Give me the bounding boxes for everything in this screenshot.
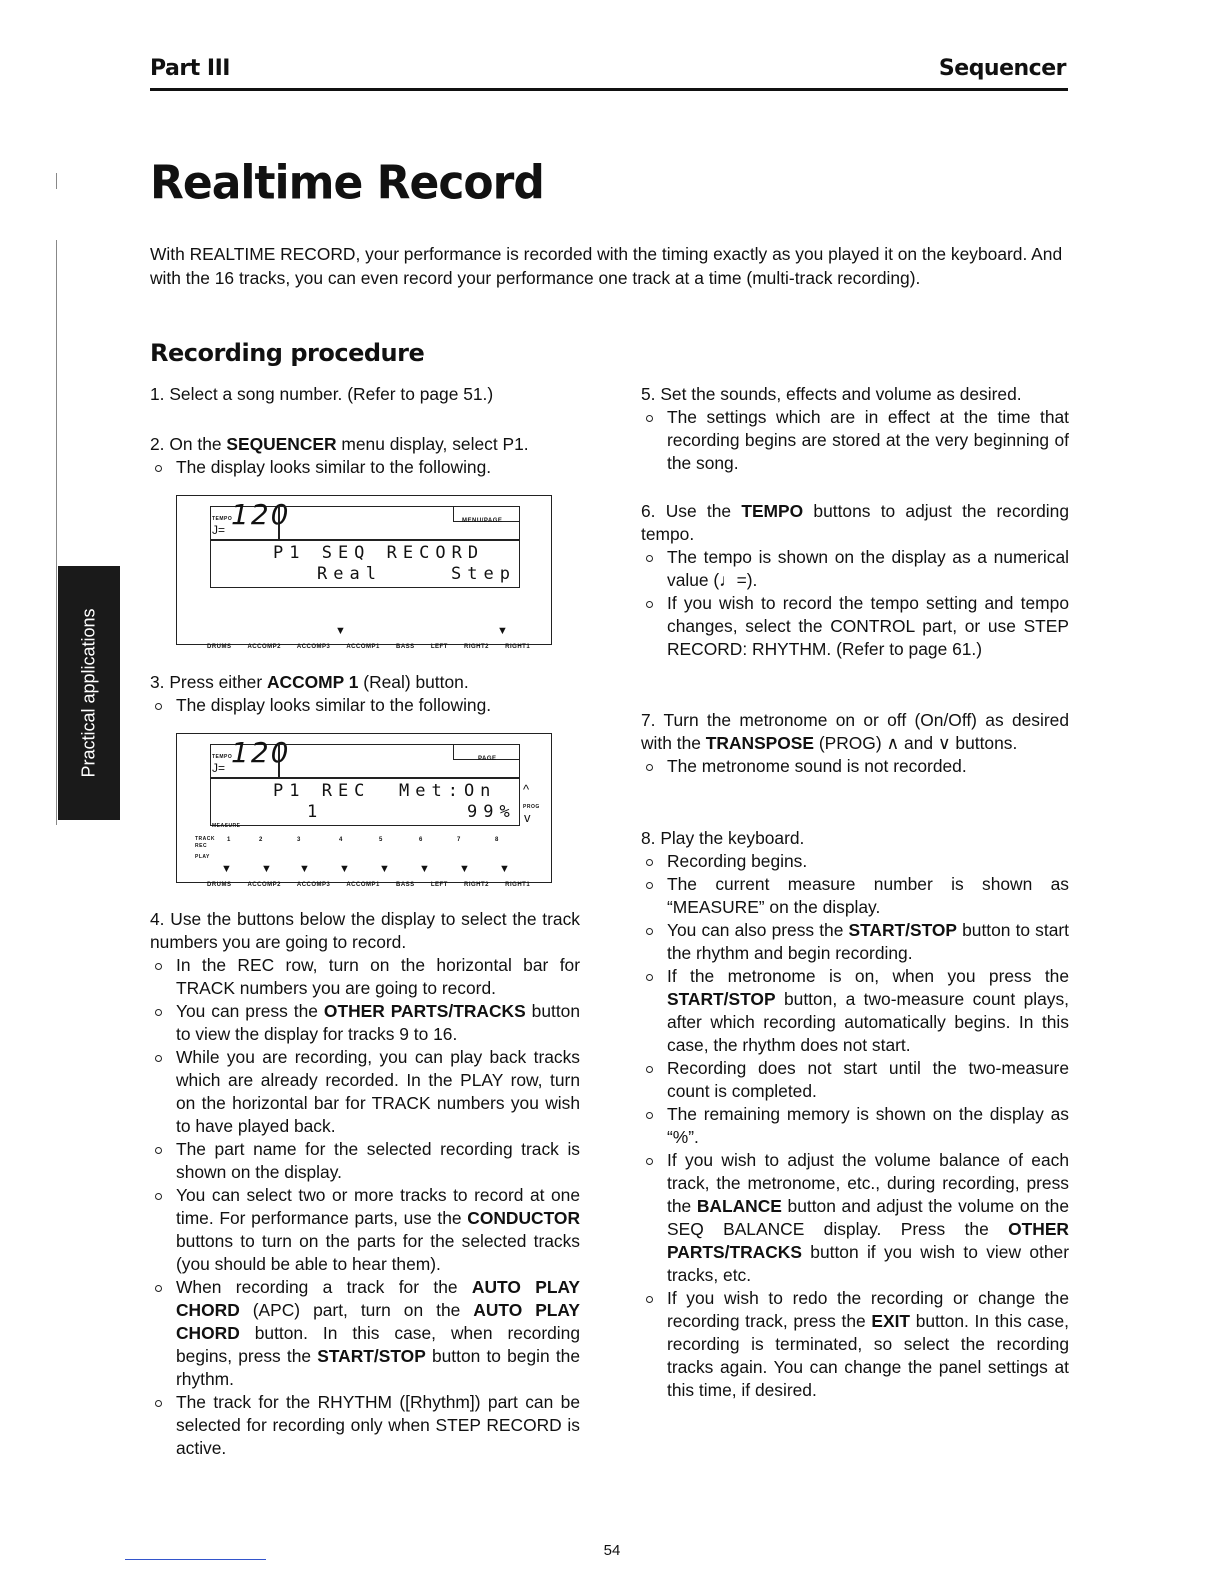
arrow-down-icon: ▼ xyxy=(335,625,346,637)
step-8: 8. Play the keyboard. Recording begins. The current measure number is shown as “MEASURE” on the display. You can also press the START/STOP button to start the rhythm and begin recording. If the metronome is on, when you press the START/STOP button, a two-measure count plays, after which recording automatically begins. In this case, the rhythm does not start. Recording does not start until the two-measure count is completed. The remaining memory is shown on the display as “%”. If you wish to adjust the volume balance of each track, the metronome, etc., during recording, press the BALANCE button and adjust the volume on the SEQ BALANCE display. Press the OTHER PARTS/TRACKS button if you wish to view other tracks, etc. If you wish to redo the recording or change the recording track, press the EXIT button. In this case, recording is terminated, so select the recording tracks again. You can change the panel settings at this time, if desired. xyxy=(641,828,1069,1400)
margin-line xyxy=(56,240,57,825)
tempo-box xyxy=(210,736,291,778)
arrow-down-icon: ▼ xyxy=(459,863,470,875)
screen-step: Step xyxy=(451,564,516,584)
tempo-note: J= xyxy=(212,523,226,537)
step-5: 5. Set the sounds, effects and volume as desired. The settings which are in effect at the time that recording begins are stored at the very beginning of the song. xyxy=(641,384,1069,473)
tempo-label: TEMPO xyxy=(212,754,233,760)
track-number: 7 xyxy=(457,837,461,843)
measure-label: MEASURE xyxy=(212,823,241,829)
tempo-value: 120 xyxy=(231,736,291,769)
arrow-down-icon: ▼ xyxy=(499,863,510,875)
header-chapter: Sequencer xyxy=(938,56,1066,81)
part-labels: DRUMS ACCOMP2 ACCOMP3 ACCOMP1 BASS LEFT RIGHT2 RIGHT1 xyxy=(207,644,531,650)
margin-line xyxy=(56,173,57,189)
step-1: 1. Select a song number. (Refer to page 51.) xyxy=(150,384,494,404)
page-number: 54 xyxy=(603,1542,621,1559)
arrow-down-icon: ▼ xyxy=(339,863,350,875)
page-label: PAGE xyxy=(478,756,497,762)
tempo-label: TEMPO xyxy=(212,516,233,522)
lcd-display-2 xyxy=(176,733,552,888)
screen-memory: 99% xyxy=(467,802,516,822)
play-label: PLAY xyxy=(195,854,210,860)
track-number: 3 xyxy=(297,837,301,843)
track-number: 4 xyxy=(339,837,343,843)
down-arrow-icon: v xyxy=(524,810,531,825)
arrow-down-icon: ▼ xyxy=(497,625,508,637)
header-rule xyxy=(150,88,1068,91)
up-arrow-icon: ^ xyxy=(523,782,530,797)
track-number: 1 xyxy=(227,837,231,843)
rec-label: REC xyxy=(195,843,208,849)
arrow-down-icon: ▼ xyxy=(261,863,272,875)
main-screen xyxy=(210,778,520,829)
footer-rule xyxy=(125,1559,266,1560)
tempo-box xyxy=(210,498,291,540)
step-4: 4. Use the buttons below the display to select the track numbers you are going to record. In the REC row, turn on the horizontal bar for TRACK numbers you are going to record. You can press the OTHER PARTS/TRACKS button to view the display for tracks 9 to 16. While you are recording, you can play back tracks which are already recorded. In the PLAY row, turn on the horizontal bar for TRACK numbers you wish to have played back. The part name for the selected recording track is shown on the display. You can select two or more tracks to record at one time. For performance parts, use the CONDUCTOR buttons to turn on the parts for the selected tracks (you should be able to hear them). When recording a track for the AUTO PLAY CHORD (APC) part, turn on the AUTO PLAY CHORD button. In this case, when recording begins, press the START/STOP button to begin the rhythm. The track for the RHYTHM ([Rhythm]) part can be selected for recording only when STEP RECORD is active. xyxy=(150,909,580,1458)
lcd-display-1 xyxy=(176,495,552,650)
tempo-value: 120 xyxy=(231,498,291,531)
page-box xyxy=(453,744,520,760)
screen-rec: P1 REC xyxy=(273,781,371,801)
step-7: 7. Turn the metronome on or off (On/Off) as desired with the TRANSPOSE (PROG) ∧ and ∨ buttons. The metronome sound is not recorded. xyxy=(641,710,1069,776)
screen-met: Met:On xyxy=(399,781,497,801)
arrow-down-icon: ▼ xyxy=(299,863,310,875)
page-title: Realtime Record xyxy=(150,156,544,211)
screen-real: Real xyxy=(317,564,382,584)
page-label: MENU/PAGE xyxy=(462,518,503,524)
section-heading: Recording procedure xyxy=(150,339,425,367)
track-label: TRACK xyxy=(195,836,215,842)
page-box xyxy=(453,506,520,522)
header-part: Part III xyxy=(150,56,230,81)
part-labels: DRUMS ACCOMP2 ACCOMP3 ACCOMP1 BASS LEFT RIGHT2 RIGHT1 xyxy=(207,882,531,888)
side-tab xyxy=(58,566,120,820)
track-number: 6 xyxy=(419,837,423,843)
main-screen xyxy=(210,540,520,588)
screen-line-1: P1 SEQ RECORD xyxy=(273,543,485,563)
step-3: 3. Press either ACCOMP 1 (Real) button. The display looks similar to the following. xyxy=(150,671,580,717)
arrow-down-icon: ▼ xyxy=(379,863,390,875)
tempo-note: J= xyxy=(212,761,226,775)
side-tab-label: Practical applications xyxy=(78,608,99,778)
arrow-down-icon: ▼ xyxy=(419,863,430,875)
intro-paragraph: With REALTIME RECORD, your performance is recorded with the timing exactly as you played it on the keyboard. And with the 16 tracks, you can even record your performance one track at a time (multi-track recording). xyxy=(150,244,1063,288)
step-2: 2. On the SEQUENCER menu display, select P1. The display looks similar to the following. xyxy=(150,433,580,479)
step-6: 6. Use the TEMPO buttons to adjust the recording tempo. The tempo is shown on the display as a numerical value (♩=). If you wish to record the tempo setting and tempo changes, select the CONTROL part, or use STEP RECORD: RHYTHM. (Refer to page 61.) xyxy=(641,501,1069,659)
arrow-down-icon: ▼ xyxy=(221,863,232,875)
prog-label: PROG xyxy=(523,804,540,810)
track-number: 5 xyxy=(379,837,383,843)
track-number: 8 xyxy=(495,837,499,843)
screen-measure: 1 xyxy=(307,802,324,822)
track-number: 2 xyxy=(259,837,263,843)
